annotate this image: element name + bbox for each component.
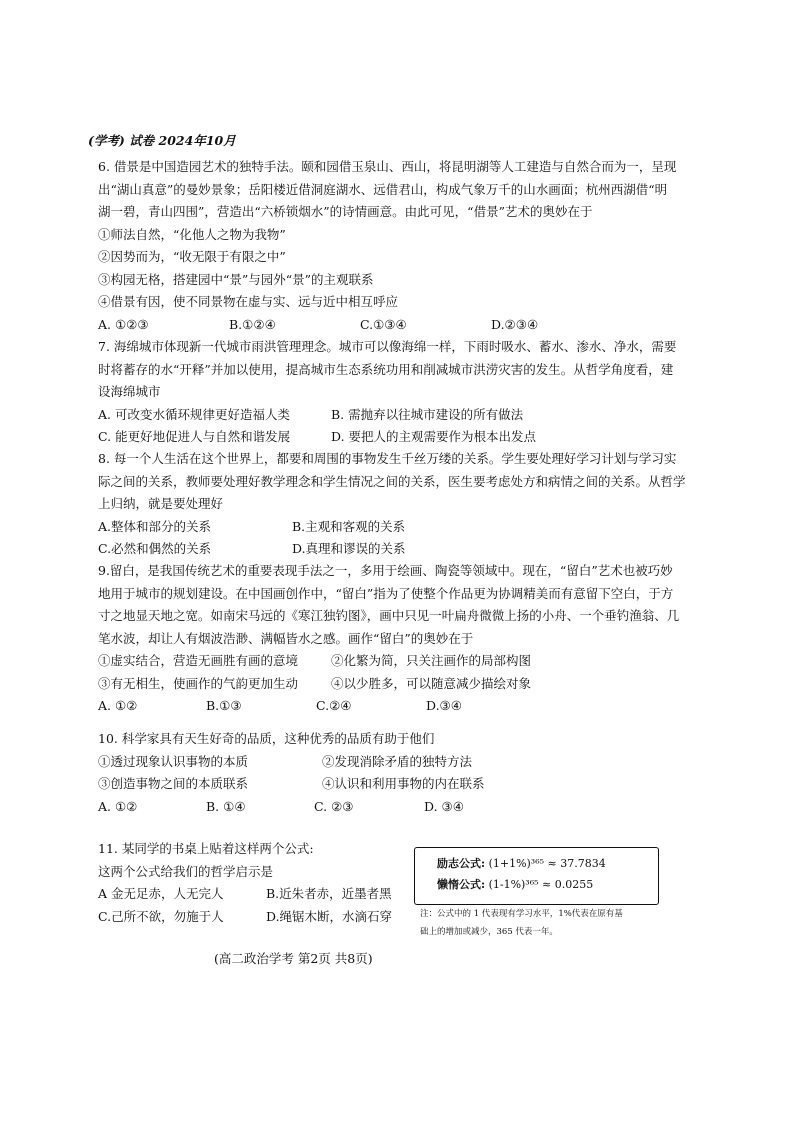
question-text: 11. 某同学的书桌上贴着这样两个公式: xyxy=(98,841,314,856)
formula-line-laziness xyxy=(437,878,593,892)
formula-value: (1-1%)³⁶⁵ ≈ 0.0255 xyxy=(488,878,594,891)
formula-label: 励志公式: xyxy=(437,857,486,870)
option-b[interactable]: B.①②④ xyxy=(229,316,276,332)
statement: ④借景有因，使不同景物在虚与实、远与近中相互呼应 xyxy=(98,294,399,309)
option-c[interactable]: C.必然和偶然的关系 xyxy=(98,541,212,556)
statement: ④以少胜多，可以随意减少描绘对象 xyxy=(331,675,532,691)
option-a[interactable]: A. ①② xyxy=(98,698,138,713)
statements-row xyxy=(98,650,710,673)
question-text: 时将蓄存的水“开释”并加以使用，提高城市生态系统功用和削减城市洪涝灾害的发生。从哲学角度看，建 xyxy=(98,361,674,377)
statement: ③创造事物之间的本质联系 xyxy=(98,776,249,791)
note-line: 础上的增加或减少，365 代表一年。 xyxy=(420,927,558,937)
options-row xyxy=(98,796,710,819)
option-c[interactable]: C.己所不欲，勿施于人 xyxy=(98,908,224,924)
option-c[interactable]: C. 能更好地促进人与自然和谐发展 xyxy=(98,429,291,444)
statement: ③构园无格，搭建园中“景”与园外“景”的主观联系 xyxy=(98,271,374,287)
question-6 xyxy=(98,156,710,336)
options-row xyxy=(98,516,710,539)
option-d[interactable]: D.②③④ xyxy=(491,316,539,332)
formula-value: (1+1%)³⁶⁵ ≈ 37.7834 xyxy=(488,857,606,870)
option-d[interactable]: D.真理和谬误的关系 xyxy=(292,541,406,556)
option-b[interactable]: B.①③ xyxy=(206,698,242,713)
question-text: 湖一碧，青山四围”，营造出“六桥锁烟水”的诗情画意。由此可见，“借景”艺术的奥妙在于 xyxy=(98,204,593,219)
option-a[interactable]: A. ①②③ xyxy=(98,316,149,332)
question-text: 这两个公式给我们的哲学启示是 xyxy=(98,863,274,879)
question-text: 寸之地显天地之宽。如南宋马远的《寒江独钓图》，画中只见一叶扁舟微微上扬的小舟、一个垂钓渔翁、几 xyxy=(98,608,680,623)
option-d[interactable]: D. ③④ xyxy=(424,798,464,814)
option-a[interactable]: A.整体和部分的关系 xyxy=(98,518,212,534)
formula-label: 懒惰公式: xyxy=(437,878,486,891)
exam-header: (学考) 试卷 2024年10月 xyxy=(88,133,236,148)
option-a[interactable]: A 金无足赤，人无完人 xyxy=(98,886,224,901)
options-row xyxy=(98,883,408,906)
question-text: 上归纳，就是要处理好 xyxy=(98,496,224,511)
question-text: 设海绵城市 xyxy=(98,384,161,399)
options-row xyxy=(98,906,408,929)
option-d[interactable]: D.绳锯木断，水滴石穿 xyxy=(266,908,393,924)
option-b[interactable]: B.主观和客观的关系 xyxy=(292,518,406,534)
statement: ②因势而为，“收无限于有限之中” xyxy=(98,249,286,264)
question-text: 9.留白，是我国传统艺术的重要表现手法之一，多用于绘画、陶瓷等领域中。现在，“留白”艺术也被巧妙 xyxy=(98,563,673,578)
question-text: 笔水波，却让人有烟波浩渺、满幅皆水之感。画作“留白”的奥妙在于 xyxy=(98,630,474,646)
question-10 xyxy=(98,728,710,818)
page-footer: (高二政治学考 第2页 共8页) xyxy=(214,951,373,966)
statements-row xyxy=(98,751,710,774)
question-text: 际之间的关系，教师要处理好教学理念和学生情况之间的关系，医生要考虑处方和病情之间的关系。从哲学 xyxy=(98,473,686,489)
question-9 xyxy=(98,560,710,718)
option-c[interactable]: C.①③④ xyxy=(360,316,407,332)
note-line: 注：公式中的 1 代表现有学习水平，1%代表在原有基 xyxy=(420,909,623,919)
options-row xyxy=(98,426,710,449)
question-8 xyxy=(98,448,710,561)
formula-note xyxy=(420,905,680,941)
option-d[interactable]: D. 要把人的主观需要作为根本出发点 xyxy=(331,429,537,444)
statement: ①师法自然，“化他人之物为我物” xyxy=(98,226,286,242)
options-row xyxy=(98,314,710,337)
formula-line-motivation xyxy=(437,857,606,871)
option-c[interactable]: C. ②③ xyxy=(314,798,354,814)
question-11 xyxy=(98,838,408,928)
statement: ②发现消除矛盾的独特方法 xyxy=(322,753,473,769)
question-text: 出“湖山真意”的曼妙景象；岳阳楼近借洞庭湖水、远借君山，构成气象万千的山水画面；杭州西湖借“明 xyxy=(98,181,668,197)
option-a[interactable]: A. 可改变水循环规律更好造福人类 xyxy=(98,406,290,422)
question-text: 6. 借景是中国造园艺术的独特手法。颐和园借玉泉山、西山，将昆明湖等人工建造与自然合而为一，呈现 xyxy=(98,159,677,174)
statements-row xyxy=(98,773,710,796)
option-c[interactable]: C.②④ xyxy=(316,698,352,713)
option-a[interactable]: A. ①② xyxy=(98,798,138,814)
option-d[interactable]: D.③④ xyxy=(426,698,462,713)
question-text: 10. 科学家具有天生好奇的品质，这种优秀的品质有助于他们 xyxy=(98,731,435,746)
options-row xyxy=(98,538,710,561)
statement: ①透过现象认识事物的本质 xyxy=(98,753,249,769)
question-7 xyxy=(98,336,710,449)
statement: ②化繁为简，只关注画作的局部构图 xyxy=(331,653,532,668)
option-b[interactable]: B.近朱者赤，近墨者黑 xyxy=(266,886,392,901)
question-text: 8. 每一个人生活在这个世界上，都要和周围的事物发生千丝万缕的关系。学生要处理好学习计划与学习实 xyxy=(98,451,677,466)
formula-box xyxy=(414,847,659,905)
option-b[interactable]: B. ①④ xyxy=(206,798,246,814)
option-b[interactable]: B. 需抛弃以往城市建设的所有做法 xyxy=(331,406,524,422)
statement: ④认识和利用事物的内在联系 xyxy=(322,776,485,791)
statement: ①虚实结合，营造无画胜有画的意境 xyxy=(98,653,299,668)
statement: ③有无相生，使画作的气韵更加生动 xyxy=(98,675,299,691)
question-text: 地用于城市的规划建设。在中国画创作中，“留白”指为了使整个作品更为协调精美而有意留下空白，于方 xyxy=(98,585,674,601)
options-row xyxy=(98,404,710,427)
options-row xyxy=(98,695,710,718)
question-text: 7. 海绵城市体现新一代城市雨洪管理理念。城市可以像海绵一样，下雨时吸水、蓄水、渗水、净水，需要 xyxy=(98,339,677,354)
statements-row xyxy=(98,673,710,696)
